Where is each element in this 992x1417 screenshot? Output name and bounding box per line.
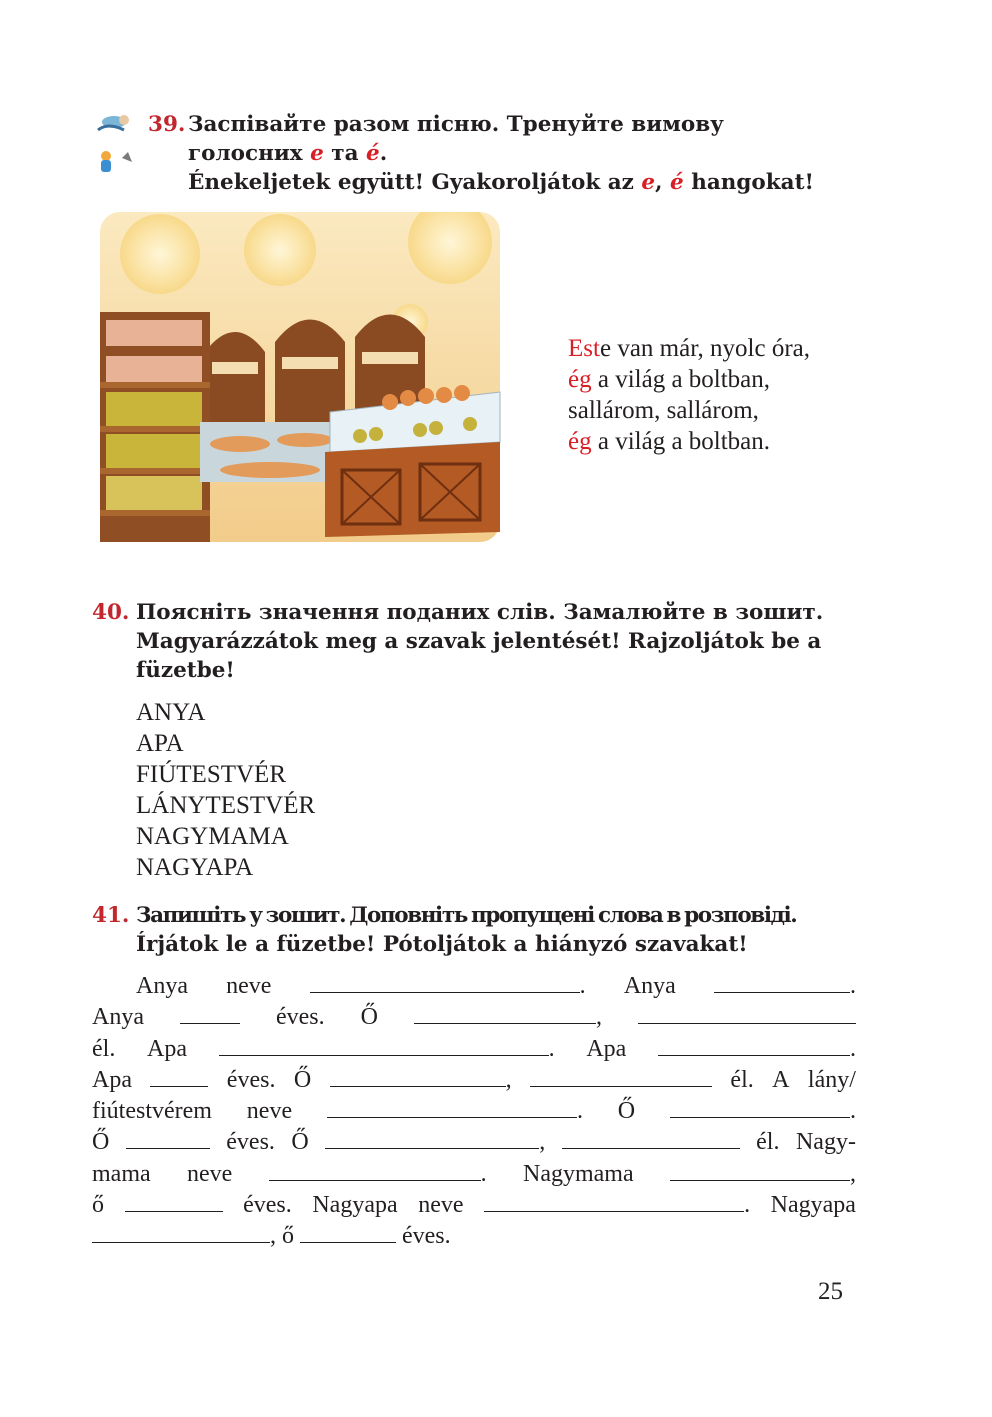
blank	[219, 1033, 549, 1056]
blank	[310, 970, 580, 993]
story-line: Apa éves. Ő , él. A lány/	[92, 1064, 856, 1095]
blank	[325, 1126, 539, 1149]
story-line: él. Apa . Apa .	[92, 1033, 856, 1064]
word-item: APA	[136, 730, 184, 757]
poem-line-4: ég a világ a boltban.	[568, 428, 771, 455]
instruction-hungarian: Írjátok le a füzetbe! Pótoljátok a hiányzó szavakat!	[136, 932, 748, 957]
word-item: LÁNYTESTVÉR	[136, 792, 316, 819]
instruction-hungarian-2: füzetbe!	[136, 658, 235, 683]
poem-line-3: sallárom, sallárom,	[568, 397, 759, 424]
story-line: mama neve . Nagymama ,	[92, 1158, 856, 1189]
blank	[125, 1189, 223, 1212]
instruction-ukrainian: Заспівайте разом пісню. Тренуйте вимову	[188, 112, 724, 137]
instruction-hungarian: Énekeljetek együtt! Gyakoroljátok az e, é hangokat!	[188, 170, 814, 195]
blank	[670, 1158, 850, 1181]
page-number: 25	[818, 1278, 843, 1305]
story-line: Anya neve . Anya .	[92, 970, 856, 1001]
instruction-ukrainian: Запишіть у зошит. Доповніть пропущені слова в розповіді.	[136, 903, 797, 928]
word-item: NAGYAPA	[136, 854, 254, 881]
blank	[180, 1001, 240, 1024]
blank	[300, 1220, 396, 1243]
blank	[150, 1064, 208, 1087]
poem-line-1: Este van már, nyolc óra,	[568, 335, 810, 362]
blank	[714, 970, 850, 993]
blank	[330, 1064, 506, 1087]
fill-in-story	[92, 970, 856, 1252]
shop-illustration	[90, 212, 510, 552]
instruction-hungarian: Magyarázzátok meg a szavak jelentését! Rajzoljátok be a	[136, 629, 822, 654]
blank	[658, 1033, 850, 1056]
story-line: Ő éves. Ő , él. Nagy-	[92, 1126, 856, 1157]
blank	[638, 1001, 856, 1024]
story-line: Anya éves. Ő ,	[92, 1001, 856, 1032]
blank	[414, 1001, 596, 1024]
instruction-ukrainian-2: голосних е та é.	[188, 141, 388, 166]
song-lyrics	[568, 333, 810, 457]
blank	[269, 1158, 481, 1181]
exercise-number: 40.	[92, 600, 130, 625]
blank	[92, 1220, 270, 1243]
exercise-number: 41.	[92, 903, 130, 928]
pair-singing-icon	[92, 110, 140, 174]
instruction-ukrainian: Поясніть значення поданих слів. Замалюйте в зошит.	[136, 600, 824, 625]
word-list	[136, 697, 315, 883]
blank	[670, 1095, 850, 1118]
word-item: FIÚTESTVÉR	[136, 761, 286, 788]
story-line: ő éves. Nagyapa neve . Nagyapa	[92, 1189, 856, 1220]
blank	[562, 1126, 740, 1149]
blank	[530, 1064, 712, 1087]
blank	[126, 1126, 210, 1149]
poem-line-2: ég a világ a boltban,	[568, 366, 771, 393]
exercise-number: 39.	[148, 112, 186, 137]
blank	[484, 1189, 744, 1212]
story-line: fiútestvérem neve . Ő .	[92, 1095, 856, 1126]
story-line: , ő éves.	[92, 1220, 856, 1251]
word-item: NAGYMAMA	[136, 823, 289, 850]
blank	[327, 1095, 577, 1118]
word-item: ANYA	[136, 699, 206, 726]
